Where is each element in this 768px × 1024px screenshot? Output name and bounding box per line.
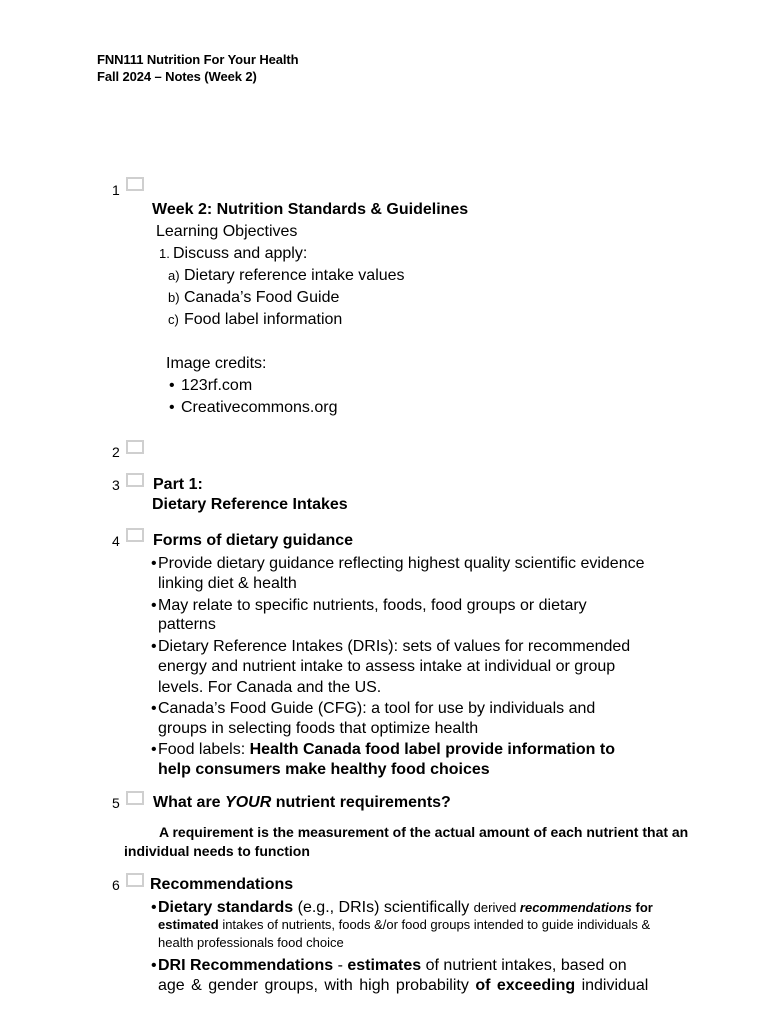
rec-text: - (333, 957, 348, 974)
slide1-title: Week 2: Nutrition Standards & Guidelines (152, 201, 469, 218)
credits-heading: Image credits: (166, 355, 267, 372)
slide-number-6: 6 (112, 877, 120, 893)
rec-text (158, 918, 650, 933)
term-label: Dietary standards (158, 899, 294, 916)
slide5-title-post: nutrient requirements? (271, 794, 451, 811)
sub-item-a (168, 267, 405, 285)
slide3-title: Dietary Reference Intakes (152, 496, 348, 513)
slide-number-2: 2 (112, 444, 120, 460)
guidance-text: patterns (158, 616, 216, 633)
slide-thumbnail-2 (126, 440, 144, 454)
guidance-text: Provide dietary guidance reflecting highest quality scientific evidence (158, 555, 645, 572)
guidance-text: energy and nutrient intake to assess intake at individual or group (158, 658, 616, 675)
guidance-bullet (151, 638, 630, 656)
guidance-bullet (151, 597, 587, 615)
objective-1-text: Discuss and apply: (173, 245, 308, 262)
rec-emphasis: estimated (158, 917, 219, 932)
slide-number-1: 1 (112, 182, 120, 198)
guidance-bullet (151, 555, 645, 573)
guidance-emphasis: help consumers make healthy food choices (158, 761, 490, 778)
slide-thumbnail-5 (126, 791, 144, 805)
sub-item-a-text: Dietary reference intake values (184, 267, 405, 284)
sub-item-a-marker: a) (168, 268, 180, 283)
requirement-definition: individual needs to function (124, 843, 310, 859)
sub-item-c-text: Food label information (184, 311, 343, 328)
rec-text: of nutrient intakes, based on (421, 957, 627, 974)
guidance-text: May relate to specific nutrients, foods, food groups or dietary (158, 597, 587, 614)
slide5-title-em: YOUR (225, 794, 272, 811)
credit-text: 123rf.com (181, 377, 253, 394)
slide-thumbnail-4 (126, 528, 144, 542)
slide-number-4: 4 (112, 533, 120, 549)
slide-thumbnail-1 (126, 177, 144, 191)
guidance-emphasis: Health Canada food label provide information to (249, 741, 615, 758)
recommendation-bullet (151, 957, 627, 975)
rec-text (158, 977, 648, 995)
rec-text: derived (473, 900, 520, 915)
bullet-icon: • (169, 377, 175, 394)
slide5-title (153, 794, 451, 812)
guidance-text: levels. For Canada and the US. (158, 679, 382, 696)
rec-emphasis: of exceeding (475, 977, 576, 994)
sub-item-b (168, 289, 339, 307)
bullet-icon: • (151, 957, 157, 974)
slide-thumbnail-3 (126, 473, 144, 487)
rec-emphasis: estimates (347, 957, 422, 974)
slide-number-5: 5 (112, 795, 120, 811)
guidance-text: Dietary Reference Intakes (DRIs): sets of values for recommended (158, 638, 631, 655)
objectives-heading: Learning Objectives (156, 223, 298, 240)
requirement-definition: A requirement is the measurement of the actual amount of each nutrient that an (159, 824, 689, 840)
course-title: FNN111 Nutrition For Your Health (97, 52, 299, 67)
guidance-bullet (151, 741, 615, 759)
guidance-text: linking diet & health (158, 575, 297, 592)
bullet-icon: • (151, 638, 157, 655)
rec-emphasis: for (631, 900, 653, 915)
guidance-bullet (151, 700, 595, 718)
guidance-text: groups in selecting foods that optimize health (158, 720, 479, 737)
bullet-icon: • (151, 899, 157, 916)
rec-text: intakes of nutrients, foods &/or food groups intended to guide individuals & (218, 917, 651, 932)
sub-item-c (168, 311, 342, 329)
credit-text: Creativecommons.org (181, 399, 338, 416)
guidance-text: Food labels: (158, 741, 250, 758)
objective-1 (159, 245, 307, 263)
sub-item-c-marker: c) (168, 312, 179, 327)
slide5-title-pre: What are (153, 794, 226, 811)
slide3-part-label: Part 1: (153, 476, 203, 493)
slide4-title: Forms of dietary guidance (153, 532, 354, 549)
slide-number-3: 3 (112, 477, 120, 493)
credit-item (169, 377, 252, 395)
guidance-text: Canada’s Food Guide (CFG): a tool for use by individuals and (158, 700, 596, 717)
recommendation-bullet (151, 899, 653, 917)
slide-thumbnail-6 (126, 873, 144, 887)
bullet-icon: • (151, 741, 157, 758)
bullet-icon: • (151, 555, 157, 572)
bullet-icon: • (151, 597, 157, 614)
rec-text: (e.g., DRIs) scientifically (293, 899, 474, 916)
term-label: DRI Recommendations (158, 957, 334, 974)
rec-text: age & gender groups, with high probability (158, 977, 476, 994)
credit-item (169, 399, 338, 417)
term-subtitle: Fall 2024 – Notes (Week 2) (97, 69, 257, 84)
bullet-icon: • (169, 399, 175, 416)
slide6-title: Recommendations (150, 876, 294, 893)
sub-item-b-text: Canada’s Food Guide (184, 289, 340, 306)
rec-text: individual (575, 977, 649, 994)
bullet-icon: • (151, 700, 157, 717)
sub-item-b-marker: b) (168, 290, 180, 305)
rec-text: health professionals food choice (158, 935, 344, 950)
rec-emphasis: recommendations (519, 900, 632, 915)
objective-1-marker: 1. (159, 246, 170, 261)
